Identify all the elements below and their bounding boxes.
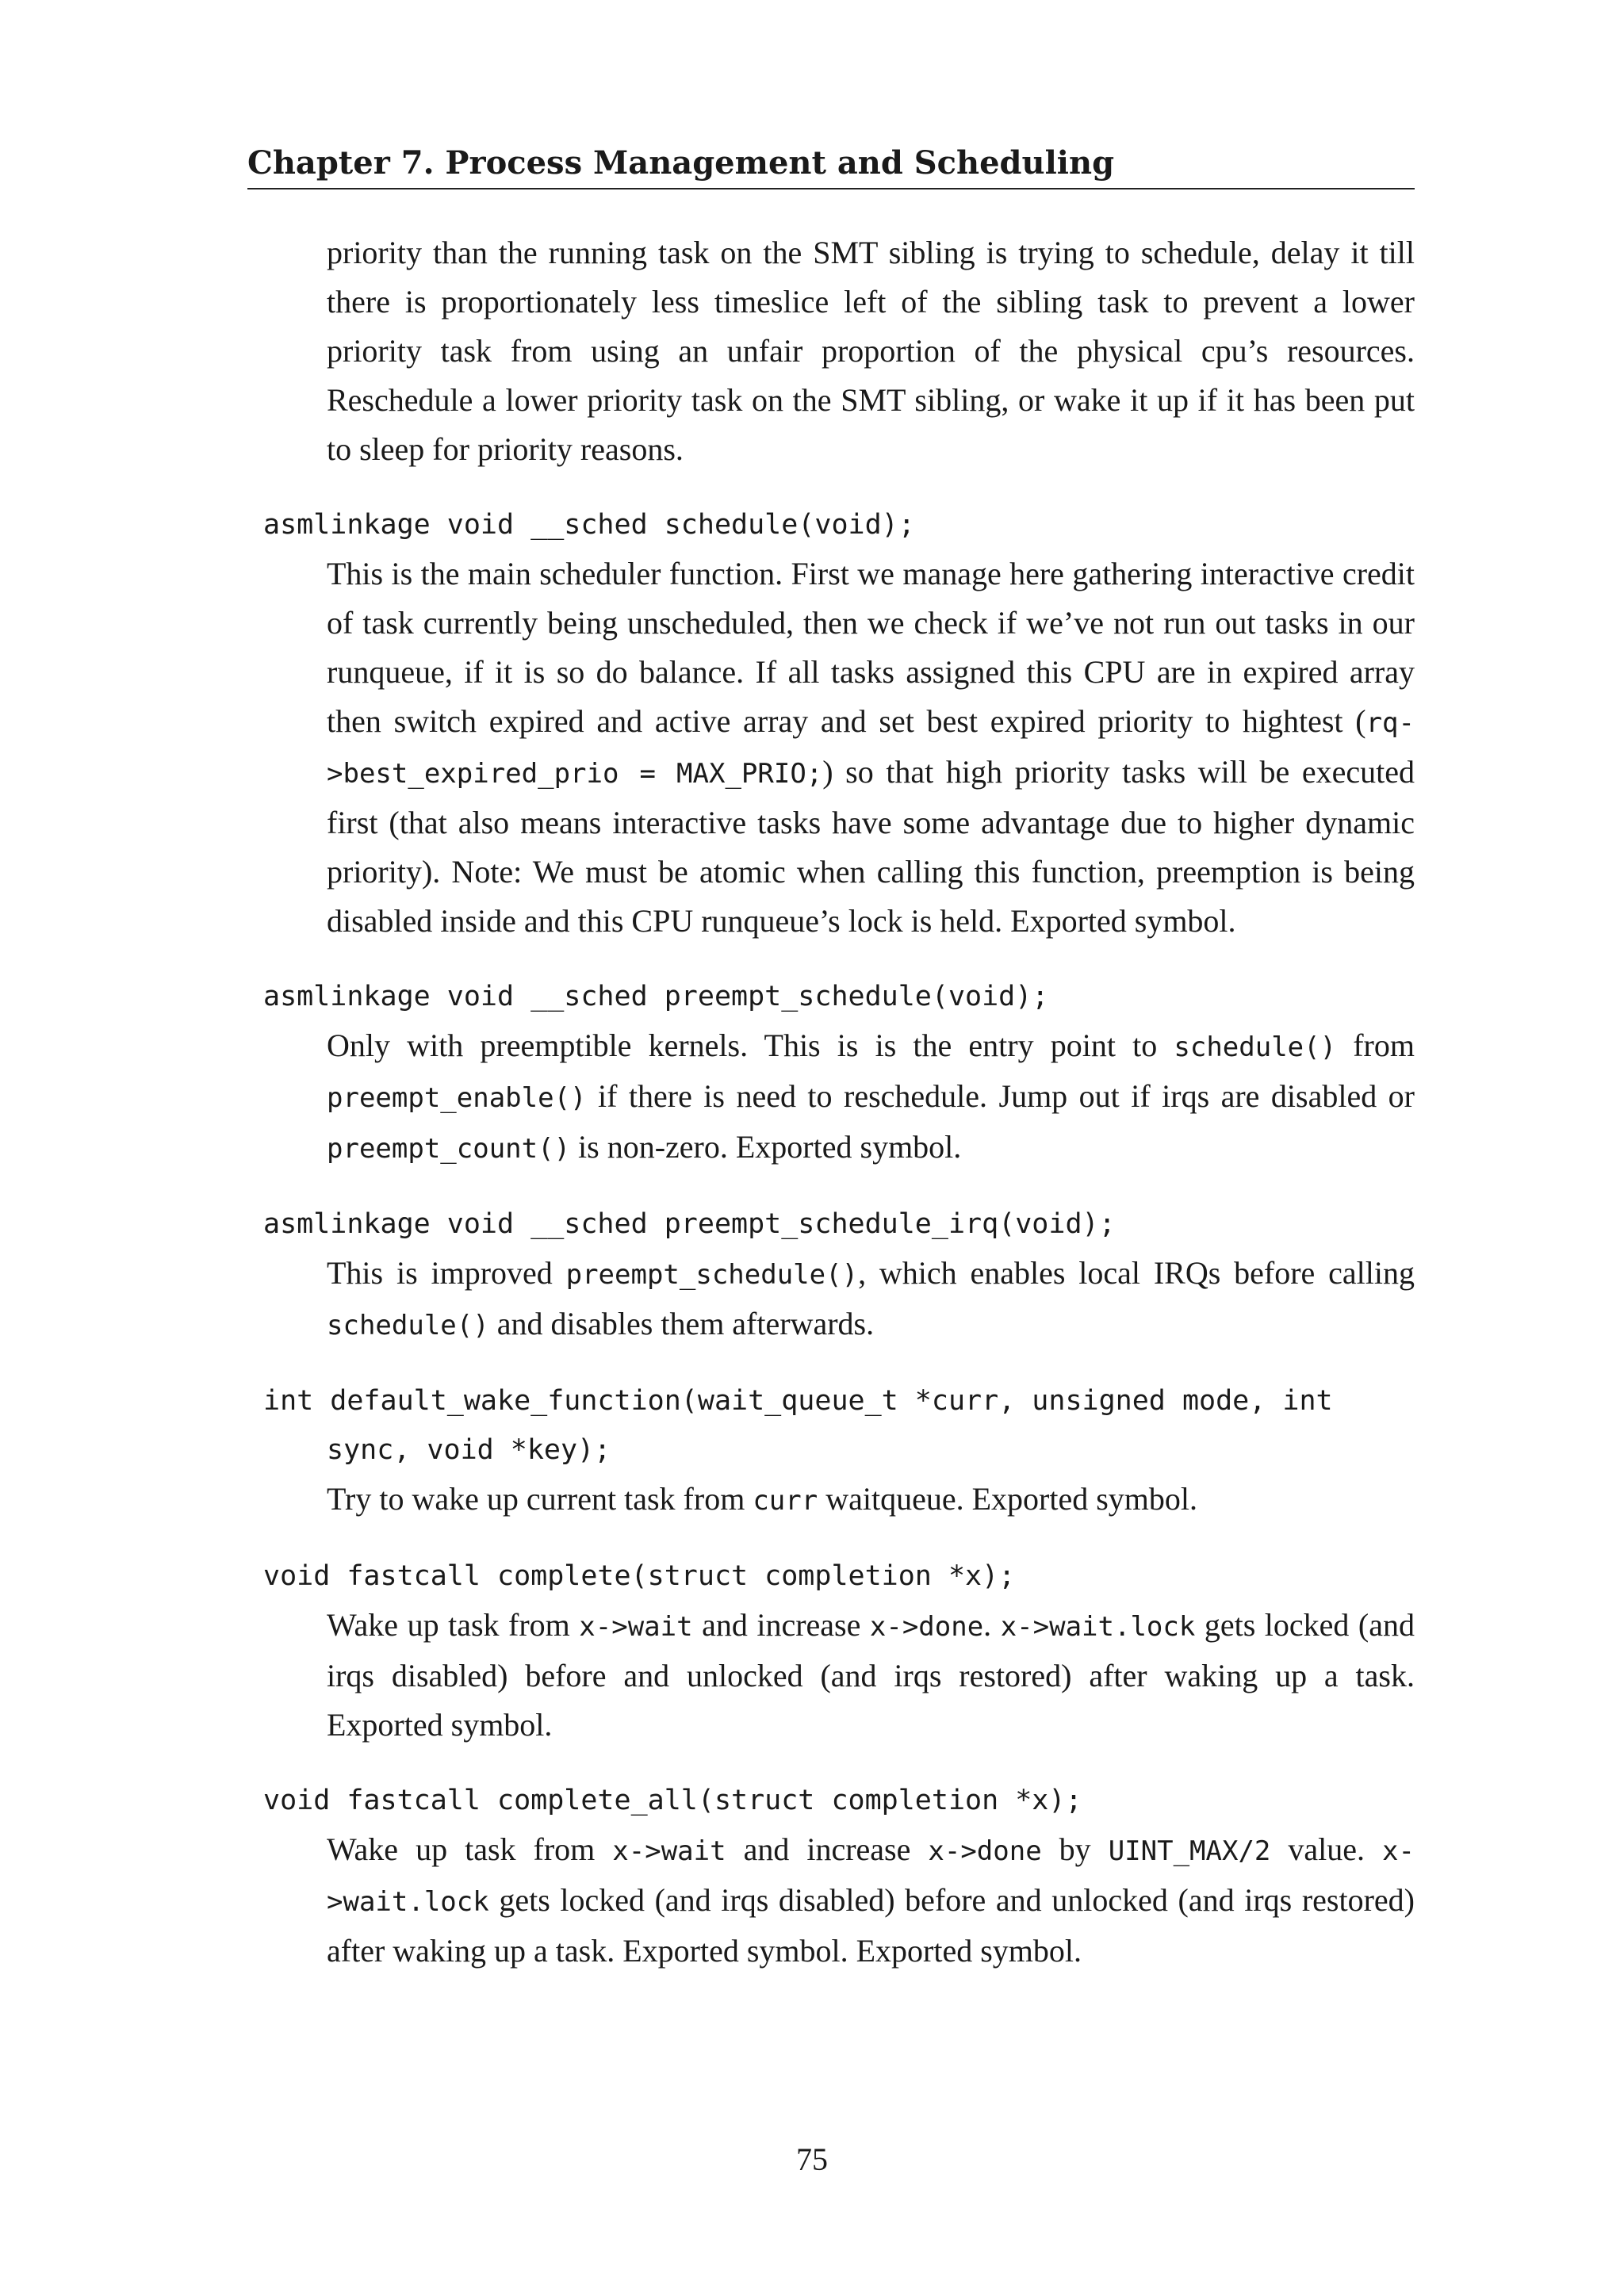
desc-text: Try to wake up current task from bbox=[327, 1481, 753, 1517]
desc-text: This is improved bbox=[327, 1255, 566, 1291]
desc-text: waitqueue. Exported symbol. bbox=[818, 1481, 1197, 1517]
function-entry-default-wake-function bbox=[247, 1376, 1415, 1525]
desc-text: Wake up task from bbox=[327, 1831, 613, 1867]
desc-text: . bbox=[983, 1607, 1001, 1643]
function-entry-preempt-schedule bbox=[247, 972, 1415, 1173]
inline-code: UINT_MAX/2 bbox=[1108, 1835, 1271, 1867]
desc-text: This is the main scheduler function. First we manage here gathering interactive credit of task currently being unscheduled, then we check if we’ve not run out tasks in our runqueue, if it is so do balance. If all tasks assigned this CPU are in expired array then switch expired and active array and set best expired priority to hightest ( bbox=[327, 556, 1415, 739]
desc-text: is non-zero. Exported symbol. bbox=[570, 1129, 962, 1165]
desc-text: gets locked (and irqs disabled) before and unlocked (and irqs restored) after waking up a task. Exported symbol. Exported symbol. bbox=[327, 1882, 1415, 1969]
inline-code: preempt_enable() bbox=[327, 1082, 587, 1114]
inline-code: x->wait.lock bbox=[327, 1835, 1415, 1918]
function-entry-schedule bbox=[247, 500, 1415, 946]
inline-code: x->done bbox=[869, 1611, 984, 1643]
desc-text: Only with preemptible kernels. This is is the entry point to bbox=[327, 1027, 1174, 1063]
function-description bbox=[247, 1021, 1415, 1173]
function-description bbox=[247, 1825, 1415, 1976]
inline-code: preempt_schedule() bbox=[565, 1259, 859, 1291]
running-head: Chapter 7. Process Management and Scheduling bbox=[247, 144, 1115, 182]
desc-text: and increase bbox=[692, 1607, 870, 1643]
desc-text: and increase bbox=[726, 1831, 929, 1867]
desc-text: if there is need to reschedule. Jump out if irqs are disabled or bbox=[586, 1078, 1415, 1114]
function-signature: asmlinkage void __sched schedule(void); bbox=[263, 509, 915, 541]
desc-text: , which enables local IRQs before calling bbox=[858, 1255, 1415, 1291]
inline-code: preempt_count() bbox=[327, 1133, 571, 1165]
desc-text: ) so that high priority tasks will be executed first (that also means interactive tasks have some advantage due to higher dynamic priority). Note: We must be atomic when calling this function, preemption is being disabled inside and this CPU runqueue’s lock is held. Exported symbol. bbox=[327, 754, 1415, 939]
desc-text: from bbox=[1336, 1027, 1415, 1063]
inline-code: x->wait bbox=[579, 1611, 693, 1643]
desc-text: by bbox=[1041, 1831, 1109, 1867]
function-signature: asmlinkage void __sched preempt_schedule(void); bbox=[263, 981, 1049, 1012]
inline-code: schedule() bbox=[327, 1310, 489, 1341]
function-entry-complete-all bbox=[247, 1776, 1415, 1976]
function-entry-complete bbox=[247, 1552, 1415, 1750]
inline-code: rq->best_expired_prio = MAX_PRIO; bbox=[327, 707, 1415, 790]
desc-text: Wake up task from bbox=[327, 1607, 580, 1643]
function-description bbox=[247, 1475, 1415, 1525]
function-signature-continuation: sync, void *key); bbox=[327, 1434, 611, 1466]
desc-text: gets locked (and irqs disabled) before and unlocked (and irqs restored) after waking up a task. Exported symbol. bbox=[327, 1607, 1415, 1743]
page-body bbox=[247, 228, 1415, 1976]
header-rule bbox=[247, 188, 1415, 189]
function-description bbox=[247, 549, 1415, 946]
inline-code: x->done bbox=[928, 1835, 1042, 1867]
desc-text: value. bbox=[1270, 1831, 1383, 1867]
inline-code: x->wait bbox=[612, 1835, 726, 1867]
inline-code: x->wait.lock bbox=[1000, 1611, 1196, 1643]
function-signature: int default_wake_function(wait_queue_t *curr, unsigned mode, int bbox=[263, 1385, 1333, 1417]
function-signature: void fastcall complete(struct completion *x); bbox=[263, 1560, 1016, 1592]
page-number: 75 bbox=[796, 2141, 828, 2177]
function-description bbox=[247, 1249, 1415, 1350]
function-signature: asmlinkage void __sched preempt_schedule_irq(void); bbox=[263, 1208, 1116, 1240]
desc-text: and disables them afterwards. bbox=[488, 1306, 875, 1341]
intro-paragraph: priority than the running task on the SMT sibling is trying to schedule, delay it till there is proportionately less timeslice left of the sibling task to prevent a lower priority task from using an unfair proportion of the physical cpu’s resources. Reschedule a lower priority task on the SMT sibling, or wake it up if it has been put to sleep for priority reasons. bbox=[327, 235, 1415, 467]
inline-code: curr bbox=[753, 1485, 818, 1517]
inline-code: schedule() bbox=[1174, 1031, 1337, 1063]
function-description bbox=[247, 1601, 1415, 1750]
function-entry-preempt-schedule-irq bbox=[247, 1200, 1415, 1350]
function-signature: void fastcall complete_all(struct completion *x); bbox=[263, 1785, 1082, 1816]
